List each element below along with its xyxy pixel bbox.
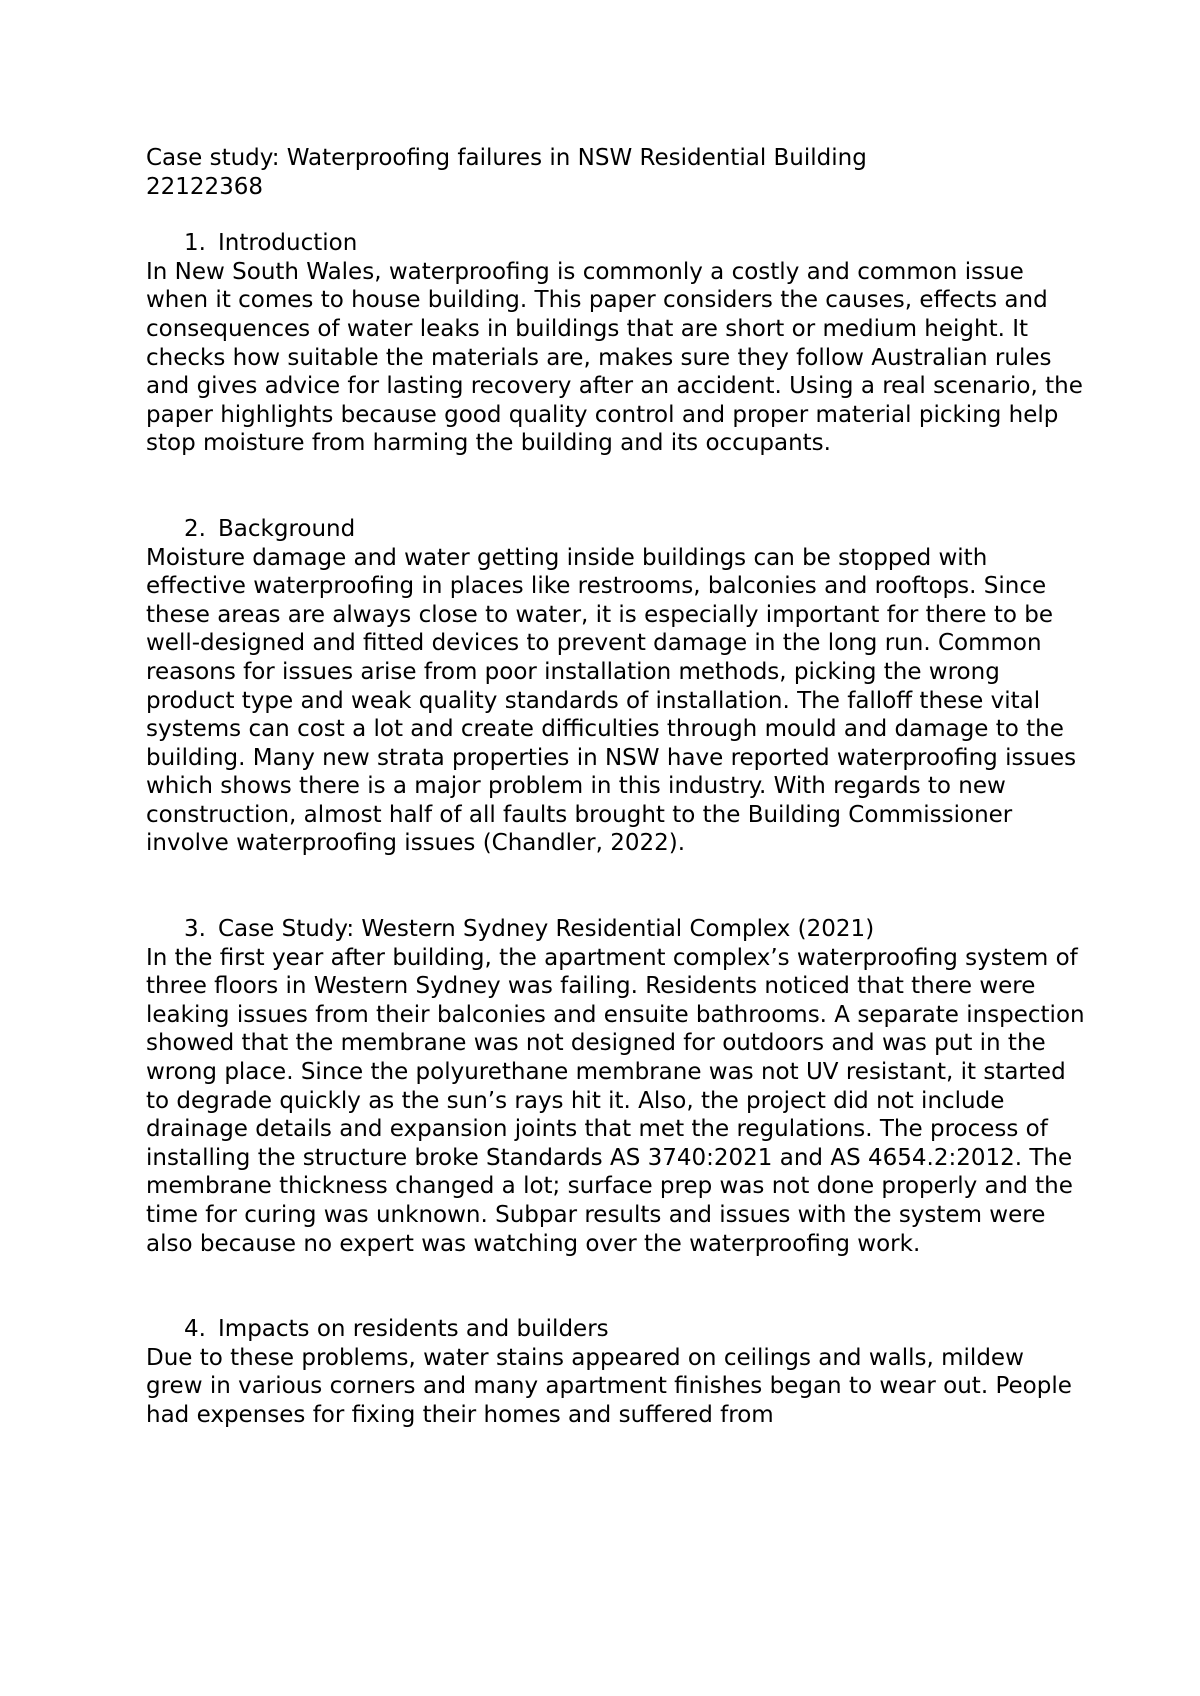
- document-page: [146, 144, 1086, 1430]
- section-background: [146, 515, 1086, 858]
- section-spacer: [146, 458, 1086, 515]
- student-id: 22122368: [146, 173, 264, 200]
- document-title: Case study: Waterproofing failures in NSW Residential Building: [146, 145, 867, 171]
- section-spacer: [146, 858, 1086, 915]
- section-title: Background: [218, 515, 356, 542]
- section-number: 2.: [184, 515, 206, 542]
- section-number: 3.: [184, 916, 206, 943]
- section-heading: [146, 515, 1086, 544]
- section-body: In the first year after building, the apartment complex’s waterproofing system of three floors in Western Sydney was failing. Residents noticed that there were leaking issues from their balconies and ensuite bathrooms. A separate inspection showed that the membrane was not designed for outdoors and was put in the wrong place. Since the polyurethane membrane was not UV resistant, it started to degrade quickly as the sun’s rays hit it. Also, the project did not include drainage details and expansion joints that met the regulations. The process of installing the structure broke Standards AS 3740:2021 and AS 4654.2:2012. The membrane thickness changed a lot; surface prep was not done properly and the time for curing was unknown. Subpar results and issues with the system were also because no expert was watching over the waterproofing work.: [146, 944, 1085, 1257]
- section-heading: [146, 229, 1086, 258]
- section-title: Impacts on residents and builders: [218, 1316, 609, 1343]
- section-number: 4.: [184, 1316, 206, 1343]
- section-impacts: [146, 1315, 1086, 1429]
- section-spacer: [146, 1258, 1086, 1315]
- section-body: Moisture damage and water getting inside buildings can be stopped with effective waterproofing in places like restrooms, balconies and rooftops. Since these areas are always close to water, it is especially important for there to be well-designed and fitted devices to prevent damage in the long run. Common reasons for issues arise from poor installation methods, picking the wrong product type and weak quality standards of installation. The falloff these vital systems can cost a lot and create difficulties through mould and damage to the building. Many new strata properties in NSW have reported waterproofing issues which shows there is a major problem in this industry. With regards to new construction, almost half of all faults brought to the Building Commissioner involve waterproofing issues (Chandler, 2022).: [146, 544, 1077, 857]
- section-title: Case Study: Western Sydney Residential Complex (2021): [218, 916, 875, 943]
- section-body: In New South Wales, waterproofing is commonly a costly and common issue when it comes to house building. This paper considers the causes, effects and consequences of water leaks in buildings that are short or medium height. It checks how suitable the materials are, makes sure they follow Australian rules and gives advice for lasting recovery after an accident. Using a real scenario, the paper highlights because good quality control and proper material picking help stop moisture from harming the building and its occupants.: [146, 258, 1083, 457]
- section-title: Introduction: [218, 230, 358, 257]
- section-body: Due to these problems, water stains appeared on ceilings and walls, mildew grew in various corners and many apartment finishes began to wear out. People had expenses for fixing their homes and suffered from: [146, 1344, 1072, 1428]
- section-introduction: [146, 229, 1086, 458]
- section-heading: [146, 915, 1086, 944]
- section-number: 1.: [184, 230, 206, 257]
- section-heading: [146, 1315, 1086, 1344]
- section-case-study: [146, 915, 1086, 1258]
